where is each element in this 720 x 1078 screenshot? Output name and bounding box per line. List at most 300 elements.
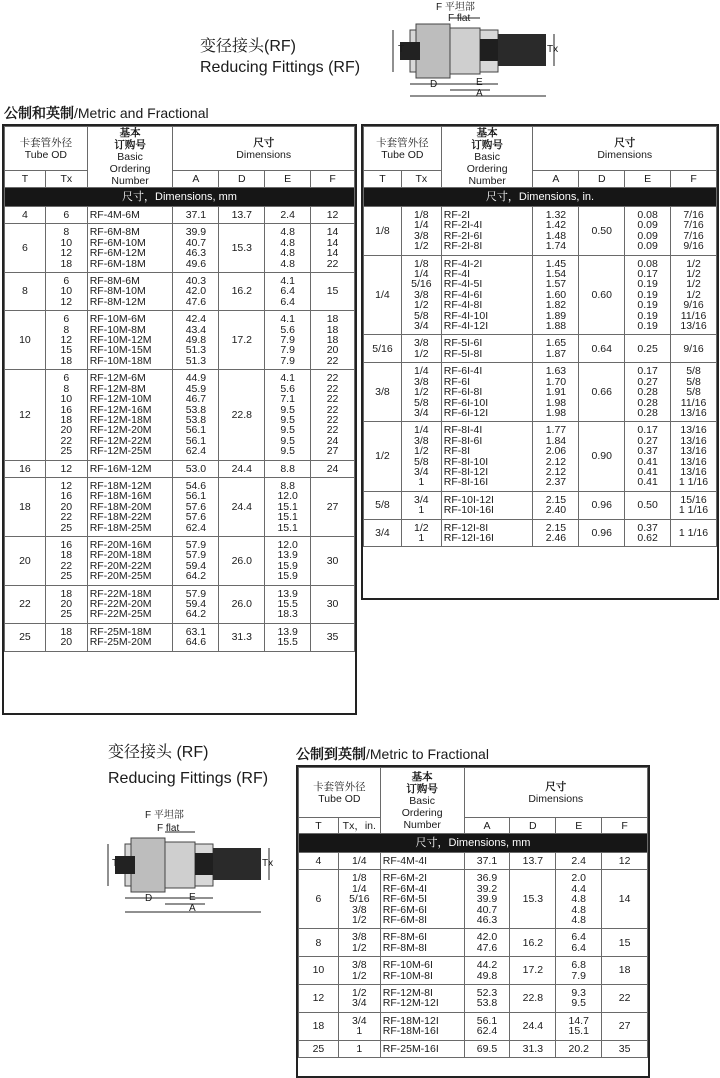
cell-line: 1/8 — [414, 209, 429, 221]
cell-line: 1 1/16 — [678, 504, 709, 517]
tube-od-tx-cell — [45, 207, 87, 224]
cell-line: 14 — [326, 247, 339, 260]
cell-line: RF-22M-18M — [89, 587, 152, 600]
cell-line: 9.5 — [280, 413, 295, 426]
cell-line: 14 — [618, 893, 631, 906]
cell-line: RF-4I-2I — [443, 257, 483, 270]
cell-line: RF-10M-8M — [89, 323, 146, 336]
ordering-number-cell — [380, 1040, 464, 1057]
order-header: 基本 订购号 Basic Ordering Number — [441, 127, 533, 188]
cell-line: RF-2I-6I — [443, 229, 483, 242]
dim-d-cell: 22.8 — [219, 370, 265, 460]
ordering-number-cell — [380, 929, 464, 957]
section2-cn: 公制到英制 — [296, 746, 366, 762]
cell-line: 22 — [326, 354, 339, 367]
cell-line: 5/16 — [411, 278, 432, 291]
a-label: A — [189, 903, 196, 914]
cell-line: 5/8 — [414, 309, 429, 322]
ordering-number-cell — [87, 460, 173, 477]
cell-line: 15 — [618, 936, 631, 949]
table-row — [5, 460, 355, 477]
dim-a-cell — [464, 985, 510, 1013]
dim-f-cell — [311, 273, 355, 311]
cell-line: 14 — [326, 236, 339, 249]
cell-line: RF-20M-25M — [89, 570, 152, 583]
cell-line: RF-6M-12M — [89, 247, 146, 260]
cell-line: 14.7 — [568, 1014, 589, 1027]
tube-od-tx-cell — [45, 273, 87, 311]
cell-line: 9.5 — [280, 434, 295, 447]
order-header: 基本 订购号 Basic Ordering Number — [380, 768, 464, 834]
cell-line: 22 — [326, 382, 339, 395]
dim-a-cell — [533, 422, 579, 491]
cell-line: 39.9 — [476, 893, 498, 906]
cell-line: 0.37 — [637, 445, 658, 458]
cell-line: 4.8 — [571, 893, 587, 906]
cell-line: RF-12M-12I — [382, 997, 439, 1010]
t-label: T — [398, 44, 405, 55]
dim-a-cell — [464, 929, 510, 957]
tube-od-tx-cell — [401, 207, 441, 256]
dim-d-cell: 0.96 — [579, 491, 625, 519]
cell-line: 15 — [326, 285, 339, 298]
t-label: T — [112, 858, 119, 869]
ordering-number-cell — [87, 207, 173, 224]
tube-od-t-cell: 20 — [5, 536, 46, 585]
cell-line: 20 — [60, 636, 73, 649]
tube-od-tx-cell — [338, 985, 380, 1013]
ordering-number-cell — [441, 335, 533, 363]
tube-od-t-cell: 1/8 — [364, 207, 402, 256]
table-row — [364, 255, 717, 335]
cell-line: 7/16 — [683, 209, 704, 221]
cell-line: 6.4 — [280, 285, 295, 298]
cell-line: 15.9 — [277, 559, 298, 572]
col-tx: Tx — [45, 171, 87, 188]
hex-body — [165, 842, 195, 888]
dim-e-cell — [265, 224, 311, 273]
cell-line: 0.09 — [637, 219, 658, 232]
cell-line: 3/4 — [414, 493, 429, 506]
table-row — [5, 370, 355, 460]
cell-line: 62.4 — [476, 1025, 498, 1038]
dim-d-cell: 24.4 — [219, 477, 265, 536]
tube-od-t-cell: 1/2 — [364, 422, 402, 491]
cell-line: 1.48 — [545, 229, 567, 242]
cell-line: RF-10M-6I — [382, 959, 433, 972]
tube-od-t-cell: 8 — [299, 929, 339, 957]
cell-line: 6.4 — [280, 295, 295, 308]
cell-line: 35 — [326, 631, 339, 644]
cell-line: RF-18M-16I — [382, 1025, 439, 1038]
cell-line: 1.63 — [545, 365, 567, 378]
cell-line: 64.6 — [185, 636, 207, 649]
cell-line: RF-20M-18M — [89, 549, 152, 562]
section-metric-to-fractional-title — [296, 744, 489, 764]
cell-line: 57.9 — [185, 587, 207, 600]
ordering-number-cell — [87, 273, 173, 311]
e-label: E — [476, 77, 483, 88]
dim-a-cell — [464, 1040, 510, 1057]
table-row — [299, 929, 648, 957]
table-row — [364, 335, 717, 363]
cell-line: 13.9 — [277, 549, 298, 562]
cell-line: RF-8I-6I — [443, 434, 483, 447]
col-t: T — [299, 818, 339, 834]
cell-line: 22 — [326, 257, 339, 270]
tx-label: Tx — [262, 858, 274, 869]
cell-line: RF-6M-5I — [382, 893, 428, 906]
ordering-number-cell — [441, 519, 533, 547]
cell-line: RF-12M-20M — [89, 424, 152, 437]
section-metric-fractional-title — [4, 103, 209, 123]
cell-line: 30 — [326, 554, 339, 567]
dim-d-cell: 22.8 — [510, 985, 556, 1013]
dim-a-cell — [173, 224, 219, 273]
cell-line: 2.4 — [280, 209, 295, 221]
tube-od-t-cell: 12 — [299, 985, 339, 1013]
section1-cn: 公制和英制 — [4, 105, 74, 121]
dim-d-cell: 13.7 — [219, 207, 265, 224]
cell-line: 12 — [60, 479, 73, 492]
dim-d-cell: 13.7 — [510, 853, 556, 870]
cell-line: 18 — [60, 413, 73, 426]
dim-f-cell — [311, 477, 355, 536]
dim-f-cell — [602, 1012, 648, 1040]
col-t: T — [5, 171, 46, 188]
tube-od-tx-cell — [338, 929, 380, 957]
cell-line: 12 — [326, 209, 339, 221]
metric-to-fractional-table — [298, 767, 648, 1058]
cell-line: 0.17 — [637, 365, 658, 378]
cell-line: RF-4M-4I — [382, 855, 428, 867]
table-row — [5, 623, 355, 651]
cell-line: 12 — [60, 334, 73, 347]
cell-line: RF-10M-8I — [382, 969, 433, 982]
dim-e-cell — [556, 1040, 602, 1057]
cell-line: 1.91 — [545, 386, 567, 399]
col-d: D — [219, 171, 265, 188]
cell-line: 1/2 — [414, 386, 429, 399]
cell-line: 1/4 — [414, 365, 429, 378]
metric-table — [4, 126, 355, 652]
bottom-fitting-diagram — [105, 808, 285, 916]
cell-line: 18 — [326, 313, 339, 326]
cell-line: 16 — [60, 490, 73, 503]
cell-line: 18 — [60, 625, 73, 638]
dim-e-cell — [556, 853, 602, 870]
dim-f-cell — [311, 460, 355, 477]
cell-line: 9/16 — [683, 342, 704, 355]
dim-a-cell — [533, 491, 579, 519]
dim-f-cell — [311, 536, 355, 585]
cell-line: 25 — [60, 445, 73, 458]
tube-od-t-cell: 6 — [5, 224, 46, 273]
cell-line: RF-8M-6M — [89, 275, 140, 288]
ordering-number-cell — [380, 870, 464, 929]
cell-line: 20 — [326, 344, 339, 357]
cell-line: 4.8 — [280, 247, 295, 260]
cell-line: 46.3 — [476, 914, 498, 927]
cell-line: 63.1 — [185, 625, 207, 638]
cell-line: 1/2 — [414, 445, 429, 458]
table-row — [364, 519, 717, 547]
cell-line: 14 — [326, 226, 339, 239]
table-row — [5, 224, 355, 273]
cell-line: 10 — [60, 393, 73, 406]
cell-line: 3/8 — [414, 229, 429, 242]
top-title-en: Reducing Fittings (RF) — [200, 59, 361, 76]
tx-label: Tx — [547, 44, 559, 55]
cell-line: 13/16 — [680, 445, 707, 458]
cell-line: RF-12M-16M — [89, 403, 152, 416]
dim-f-cell — [311, 311, 355, 370]
fractional-table — [363, 126, 717, 547]
ordering-number-cell — [87, 370, 173, 460]
cell-line: 1/2 — [414, 299, 429, 312]
dim-f-cell — [602, 1040, 648, 1057]
cell-line: 1/2 — [686, 278, 701, 291]
cell-line: 1/2 — [352, 941, 367, 954]
cell-line: 2.12 — [545, 455, 567, 468]
ordering-number-cell — [441, 363, 533, 422]
cell-line: 9.5 — [280, 424, 295, 437]
cell-line: 49.8 — [476, 969, 498, 982]
col-a: A — [533, 171, 579, 188]
cell-line: 1.70 — [545, 375, 567, 388]
cell-line: 0.08 — [637, 209, 658, 221]
cell-line: 1/4 — [414, 268, 429, 281]
cell-line: RF-12M-18M — [89, 413, 152, 426]
cell-line: RF-2I-4I — [443, 219, 483, 232]
cell-line: 0.19 — [637, 299, 658, 312]
dim-d-cell: 31.3 — [219, 623, 265, 651]
cell-line: 6.8 — [571, 959, 587, 972]
tube-od-tx-cell — [338, 1012, 380, 1040]
cell-line: RF-4I-6I — [443, 288, 483, 301]
cell-line: RF-6I-4I — [443, 365, 483, 378]
cell-line: 56.1 — [476, 1014, 498, 1027]
cell-line: 53.8 — [185, 413, 207, 426]
ordering-number-cell — [87, 311, 173, 370]
cell-line: RF-18M-20M — [89, 500, 152, 513]
cell-line: 45.9 — [185, 382, 207, 395]
cell-line: 25 — [60, 608, 73, 621]
dim-d-cell: 24.4 — [219, 460, 265, 477]
tube-od-t-cell: 1/4 — [364, 255, 402, 335]
cell-line: 15.1 — [277, 511, 298, 524]
table-row — [364, 422, 717, 491]
cell-line: 49.6 — [185, 257, 207, 270]
d-label: D — [430, 79, 438, 90]
cell-line: 15.1 — [568, 1025, 589, 1038]
dim-e-cell — [265, 207, 311, 224]
cell-line: RF-10I-16I — [443, 504, 494, 517]
cell-line: 42.4 — [185, 313, 207, 326]
dim-f-cell — [311, 585, 355, 623]
cell-line: 3/8 — [352, 959, 367, 972]
e-label: E — [189, 892, 196, 903]
cell-line: RF-8I — [443, 445, 471, 458]
cell-line: 51.3 — [185, 354, 207, 367]
dim-e-cell — [265, 536, 311, 585]
tube-od-t-cell: 3/8 — [364, 363, 402, 422]
cell-line: 2.15 — [545, 493, 567, 506]
cell-line: 0.41 — [637, 476, 658, 489]
cell-line: 0.19 — [637, 320, 658, 333]
cell-line: 1/2 — [414, 240, 429, 253]
ordering-number-cell — [87, 536, 173, 585]
cell-line: 57.9 — [185, 538, 207, 551]
dim-f-cell — [671, 207, 717, 256]
cell-line: 1.54 — [545, 268, 567, 281]
cell-line: 18.3 — [277, 608, 298, 621]
dim-e-cell — [556, 870, 602, 929]
cell-line: 6 — [63, 372, 70, 385]
tube-od-header: 卡套管外径 Tube OD — [364, 127, 442, 171]
cell-line: 56.1 — [185, 424, 207, 437]
table-row — [364, 491, 717, 519]
cell-line: 0.37 — [637, 521, 658, 534]
cell-line: 1.65 — [545, 337, 567, 350]
dim-d-cell: 31.3 — [510, 1040, 556, 1057]
cell-line: 24 — [326, 462, 339, 475]
cell-line: 57.6 — [185, 511, 207, 524]
ordering-number-cell — [87, 585, 173, 623]
dim-a-cell — [173, 623, 219, 651]
dim-f-cell — [311, 623, 355, 651]
dim-a-cell — [533, 519, 579, 547]
cell-line: RF-6M-6I — [382, 903, 428, 916]
cell-line: RF-4I-12I — [443, 320, 489, 333]
dim-a-cell — [173, 370, 219, 460]
tube-od-t-cell: 6 — [299, 870, 339, 929]
cell-line: RF-18M-12M — [89, 479, 152, 492]
cell-line: 1 — [418, 504, 425, 517]
cell-line: 20.2 — [568, 1042, 589, 1055]
tube-od-tx-cell — [45, 536, 87, 585]
cell-line: 46.7 — [185, 393, 207, 406]
cell-line: 47.6 — [185, 295, 207, 308]
unit-row: 尺寸，Dimensions, mm — [299, 834, 648, 853]
cell-line: 22 — [60, 559, 73, 572]
dim-a-cell — [464, 1012, 510, 1040]
cell-line: 2.46 — [545, 531, 567, 544]
cell-line: 20 — [60, 424, 73, 437]
ordering-number-cell — [87, 477, 173, 536]
cell-line: 22 — [60, 511, 73, 524]
cell-line: RF-4M-6M — [89, 209, 140, 221]
tube-od-t-cell: 5/8 — [364, 491, 402, 519]
cell-line: 6 — [63, 275, 70, 288]
tube-od-t-cell: 10 — [299, 957, 339, 985]
tube-od-tx-cell — [401, 363, 441, 422]
cell-line: 22 — [326, 393, 339, 406]
cell-line: RF-10I-12I — [443, 493, 494, 506]
cell-line: 37.1 — [476, 855, 498, 867]
a-label: A — [476, 88, 483, 99]
cell-line: 1.32 — [545, 209, 567, 221]
dim-a-cell — [533, 335, 579, 363]
table-row — [299, 853, 648, 870]
cell-line: 37.1 — [185, 209, 207, 221]
cell-line: 1/2 — [352, 969, 367, 982]
cell-line: 13/16 — [680, 424, 707, 437]
dim-e-cell — [265, 311, 311, 370]
cell-line: 0.41 — [637, 465, 658, 478]
cell-line: 1/4 — [352, 855, 367, 867]
cell-line: 3/4 — [414, 406, 429, 419]
cell-line: 1 — [356, 1042, 363, 1055]
order-header: 基本 订购号 Basic Ordering Number — [87, 127, 173, 188]
cell-line: 9.5 — [280, 445, 295, 458]
cell-line: 7/16 — [683, 219, 704, 232]
cell-line: 27 — [618, 1020, 631, 1033]
cell-line: RF-12M-8M — [89, 382, 146, 395]
tube-od-tx-cell — [401, 422, 441, 491]
cell-line: 22 — [60, 434, 73, 447]
cell-line: RF-6M-8I — [382, 914, 428, 927]
dim-e-cell — [265, 623, 311, 651]
cell-line: 24 — [326, 434, 339, 447]
dim-d-cell: 17.2 — [219, 311, 265, 370]
cell-line: 2.12 — [545, 465, 567, 478]
dim-a-cell — [533, 363, 579, 422]
col-e: E — [556, 818, 602, 834]
tube-od-t-cell: 18 — [5, 477, 46, 536]
cell-line: 40.3 — [185, 275, 207, 288]
cell-line: 8 — [63, 382, 70, 395]
cell-line: 7.9 — [571, 969, 587, 982]
cell-line: RF-6M-10M — [89, 236, 146, 249]
cell-line: RF-6M-2I — [382, 872, 428, 885]
col-a: A — [464, 818, 510, 834]
cell-line: 12 — [60, 295, 73, 308]
cell-line: 0.08 — [637, 257, 658, 270]
cell-line: RF-12M-25M — [89, 445, 152, 458]
dim-e-cell — [625, 422, 671, 491]
dim-d-cell: 0.96 — [579, 519, 625, 547]
cell-line: 4.1 — [280, 372, 295, 385]
cell-line: RF-25M-20M — [89, 636, 152, 649]
dim-d-cell: 15.3 — [510, 870, 556, 929]
tube-od-tx-cell — [45, 370, 87, 460]
hex-body — [450, 28, 480, 74]
cell-line: 53.8 — [185, 403, 207, 416]
cell-line: 8 — [63, 323, 70, 336]
section1-en: /Metric and Fractional — [74, 105, 209, 121]
cell-line: RF-5I-8I — [443, 347, 483, 360]
cell-line: 1.77 — [545, 424, 567, 437]
cell-line: 18 — [60, 587, 73, 600]
cell-line: 4.8 — [280, 236, 295, 249]
cell-line: RF-6I-8I — [443, 386, 483, 399]
dim-a-cell — [533, 207, 579, 256]
ordering-number-cell — [380, 1012, 464, 1040]
cell-line: RF-22M-25M — [89, 608, 152, 621]
bottom-title-cn: 变径接头 (RF) — [108, 744, 209, 761]
cell-line: 1.42 — [545, 219, 567, 232]
cell-line: 5/16 — [349, 893, 370, 906]
cell-line: 0.17 — [637, 424, 658, 437]
col-t: T — [364, 171, 402, 188]
tube-od-t-cell: 12 — [5, 370, 46, 460]
cell-line: 1.88 — [545, 320, 567, 333]
dim-a-cell — [464, 957, 510, 985]
dim-f-cell — [311, 207, 355, 224]
col-f: F — [602, 818, 648, 834]
cell-line: 1/2 — [686, 257, 701, 270]
